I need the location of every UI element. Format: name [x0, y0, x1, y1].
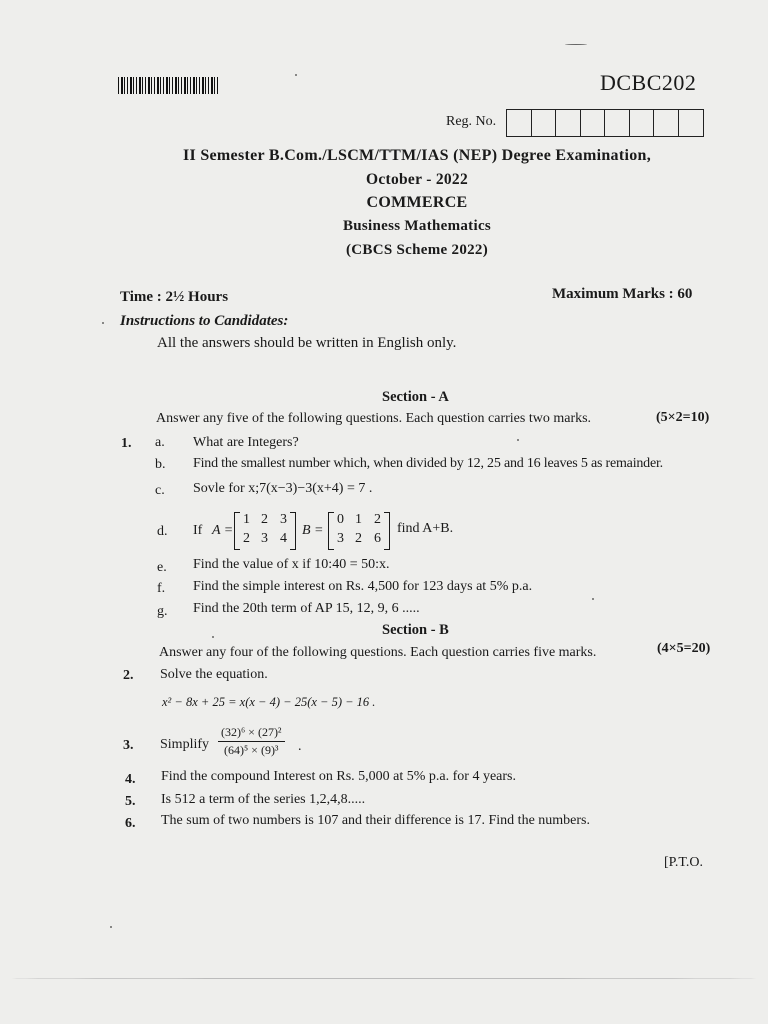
subject-stream: COMMERCE: [366, 194, 468, 211]
question-number: 3.: [123, 738, 134, 753]
question-text: Find the 20th term of AP 15, 12, 9, 6 .....: [193, 601, 420, 616]
fraction-tail: .: [298, 739, 302, 754]
scan-speck: [295, 74, 297, 76]
reg-box: [605, 110, 630, 136]
instructions-text: All the answers should be written in English only.: [157, 335, 457, 351]
matrix-cell: 3: [280, 512, 287, 527]
question-text: Sovle for x;7(x−3)−3(x+4) = 7 .: [193, 481, 373, 496]
scan-speck: [110, 926, 112, 928]
section-a-heading: Section - A: [382, 389, 449, 405]
scan-speck: [102, 322, 104, 324]
question-number: 4.: [125, 772, 136, 787]
question-text: Is 512 a term of the series 1,2,4,8.....: [161, 792, 366, 807]
exam-title: II Semester B.Com./LSCM/TTM/IAS (NEP) Degree Examination,: [182, 147, 652, 164]
matrix-cell: 2: [374, 512, 381, 527]
barcode: [118, 77, 218, 94]
bracket: [290, 512, 296, 550]
question-text: What are Integers?: [193, 435, 299, 450]
exam-month: October - 2022: [365, 171, 469, 188]
numerator: (32)⁶ × (27)²: [218, 725, 285, 742]
scan-edge-line: [10, 978, 758, 979]
scan-speck: [592, 598, 594, 600]
scan-speck: [565, 44, 587, 45]
section-a-marks: (5×2=10): [656, 410, 710, 425]
reg-box: [581, 110, 606, 136]
instructions-heading: Instructions to Candidates:: [120, 313, 289, 329]
scheme: (CBCS Scheme 2022): [345, 242, 489, 258]
matrix-cell: 2: [261, 512, 268, 527]
matrix-cell: 2: [355, 531, 362, 546]
question-number: 1.: [121, 436, 132, 451]
question-text: Find the compound Interest on Rs. 5,000 at 5% p.a. for 4 years.: [161, 769, 516, 784]
matrix-cell: 1: [355, 512, 362, 527]
bracket: [328, 512, 334, 550]
bracket: [384, 512, 390, 550]
reg-no-label: Reg. No.: [446, 114, 497, 129]
question-text: If: [193, 523, 203, 538]
question-number: 6.: [125, 816, 136, 831]
reg-box: [630, 110, 655, 136]
question-number: 2.: [123, 668, 134, 683]
matrix-cell: 3: [337, 531, 344, 546]
question-text: find A+B.: [397, 521, 454, 536]
item-label: g.: [157, 604, 168, 619]
reg-box: [679, 110, 704, 136]
reg-box: [654, 110, 679, 136]
fraction: [218, 725, 285, 758]
question-text: The sum of two numbers is 107 and their difference is 17. Find the numbers.: [161, 813, 590, 828]
denominator: (64)⁵ × (9)³: [224, 743, 279, 757]
reg-box: [507, 110, 532, 136]
item-label: f.: [157, 581, 166, 596]
question-text: Find the smallest number which, when divided by 12, 25 and 16 leaves 5 as remainder.: [193, 456, 663, 471]
pto-label: [P.T.O.: [664, 855, 704, 870]
section-a-instruction: Answer any five of the following questions. Each question carries two marks.: [156, 411, 592, 426]
question-number: 5.: [125, 794, 136, 809]
subject-name: Business Mathematics: [342, 218, 492, 234]
matrix-cell: 3: [261, 531, 268, 546]
equation: x² − 8x + 25 = x(x − 4) − 25(x − 5) − 16 .: [162, 695, 376, 709]
matrix-cell: 4: [280, 531, 287, 546]
section-b-instruction: Answer any four of the following questions. Each question carries five marks.: [159, 645, 597, 660]
time-allowed: Time : 2½ Hours: [120, 289, 229, 305]
paper-code: DCBC202: [600, 70, 697, 95]
matrix-b-name: B =: [302, 523, 324, 538]
reg-box: [532, 110, 557, 136]
item-label: c.: [155, 483, 165, 498]
matrix-cell: 2: [243, 531, 250, 546]
matrix-cell: 0: [337, 512, 344, 527]
reg-no-boxes: [506, 109, 704, 137]
item-label: d.: [157, 524, 168, 539]
item-label: b.: [155, 457, 166, 472]
question-text: Find the simple interest on Rs. 4,500 for 123 days at 5% p.a.: [193, 579, 533, 594]
scan-speck: [212, 636, 214, 638]
question-text: Find the value of x if 10:40 = 50:x.: [193, 557, 390, 572]
scan-speck: [517, 439, 519, 441]
item-label: a.: [155, 435, 165, 450]
matrix-cell: 6: [374, 531, 381, 546]
bracket: [234, 512, 240, 550]
section-b-marks: (4×5=20): [657, 641, 711, 656]
question-text: Simplify: [160, 737, 210, 752]
question-text: Solve the equation.: [160, 667, 268, 682]
matrix-a-name: A =: [212, 523, 234, 538]
reg-box: [556, 110, 581, 136]
max-marks: Maximum Marks : 60: [552, 286, 693, 302]
matrix-a: [234, 512, 296, 548]
matrix-cell: 1: [243, 512, 250, 527]
section-b-heading: Section - B: [382, 622, 449, 638]
matrix-b: [328, 512, 390, 548]
item-label: e.: [157, 560, 167, 575]
